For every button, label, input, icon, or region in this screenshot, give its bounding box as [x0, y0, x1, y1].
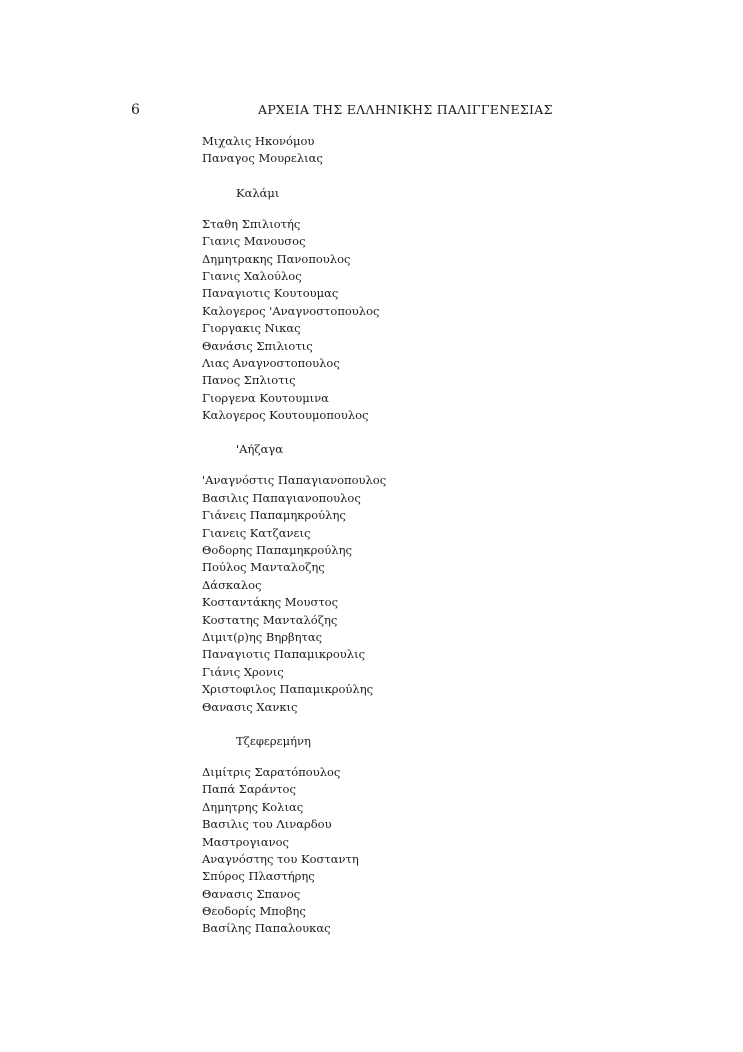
list-item: Μιχαλις Ηκονόμου	[202, 134, 315, 148]
list-item: Καλογερος 'Αναγνοστοπουλος	[202, 303, 380, 318]
list-item: Διμιτ(ρ)ης Βηρβητας	[202, 629, 323, 644]
list-item: Σπύρος Πλαστήρης	[202, 869, 315, 884]
list-item: Γιανις Χαλούλος	[202, 268, 302, 283]
list-item: Βασίλης Παπαλουκας	[202, 921, 331, 936]
list-item: Διμίτρις Σαρατόπουλος	[202, 764, 341, 779]
list-item: Γιάνεις Παπαμηκρούλης	[202, 508, 346, 523]
list-item: Παπά Σαράντος	[202, 782, 296, 797]
list-item: Χριστοφιλος Παπαμικρούλης	[202, 682, 374, 697]
list-item: Θανασις Σπανος	[202, 886, 301, 901]
list-item: Θανάσις Σπιλιοτις	[202, 338, 313, 353]
section-heading: Καλάμι	[236, 185, 280, 200]
list-item: Γιοργακις Νικας	[202, 321, 301, 336]
list-item: Δημητρης Κολιας	[202, 799, 304, 814]
name-list	[202, 133, 582, 938]
list-item: Δάσκαλος	[202, 577, 262, 592]
list-item: Αναγνόστης του Κοσταντη	[202, 851, 359, 866]
list-item: Βασιλις Παπαγιανοπουλος	[202, 490, 361, 505]
list-item: 'Αναγνόστις Παπαγιανοπουλος	[202, 473, 387, 488]
list-item: Κοσταντάκης Μουστος	[202, 595, 339, 610]
section-heading: Τζεφερεμήνη	[236, 733, 311, 748]
list-item: Δημητρακης Πανοπουλος	[202, 251, 351, 266]
list-item: Γιανις Μανουσος	[202, 234, 306, 249]
list-item: Μαστρογιανος	[202, 834, 289, 849]
list-item: Βασιλις του Λιναρδου	[202, 817, 332, 832]
list-item: Κοστατης Μανταλόζης	[202, 612, 338, 627]
list-item: Λιας Αναγνοστοπουλος	[202, 355, 340, 370]
list-item: Γιανεις Κατζανεις	[202, 525, 311, 540]
list-item: Πούλος Μανταλοζης	[202, 560, 325, 575]
list-item: Παναγος Μουρελιας	[202, 151, 323, 166]
page-number: 6	[131, 102, 140, 118]
list-item: Γιάνις Χρονις	[202, 664, 284, 679]
list-item: Γιοργενα Κουτουμινα	[202, 390, 329, 405]
list-item: Παναγιοτις Παπαμικρουλις	[202, 647, 366, 662]
list-item: Παναγιοτις Κουτουμας	[202, 286, 339, 301]
list-item: Σταθη Σπιλιοτής	[202, 216, 301, 231]
list-item: Θανασις Χανκις	[202, 699, 298, 714]
running-title: ΑΡΧΕΙΑ ΤΗΣ ΕΛΛΗΝΙΚΗΣ ΠΑΛΙΓΓΕΝΕΣΙΑΣ	[258, 102, 553, 117]
list-item: Θοδορης Παπαμηκρούλης	[202, 543, 352, 558]
list-item: Καλογερος Κουτουμοπουλος	[202, 408, 369, 423]
list-item: Πανος Σπλιοτις	[202, 373, 296, 388]
section-heading: 'Αήζαγα	[236, 442, 283, 457]
list-item: Θεοδορίς Μποβης	[202, 904, 306, 919]
